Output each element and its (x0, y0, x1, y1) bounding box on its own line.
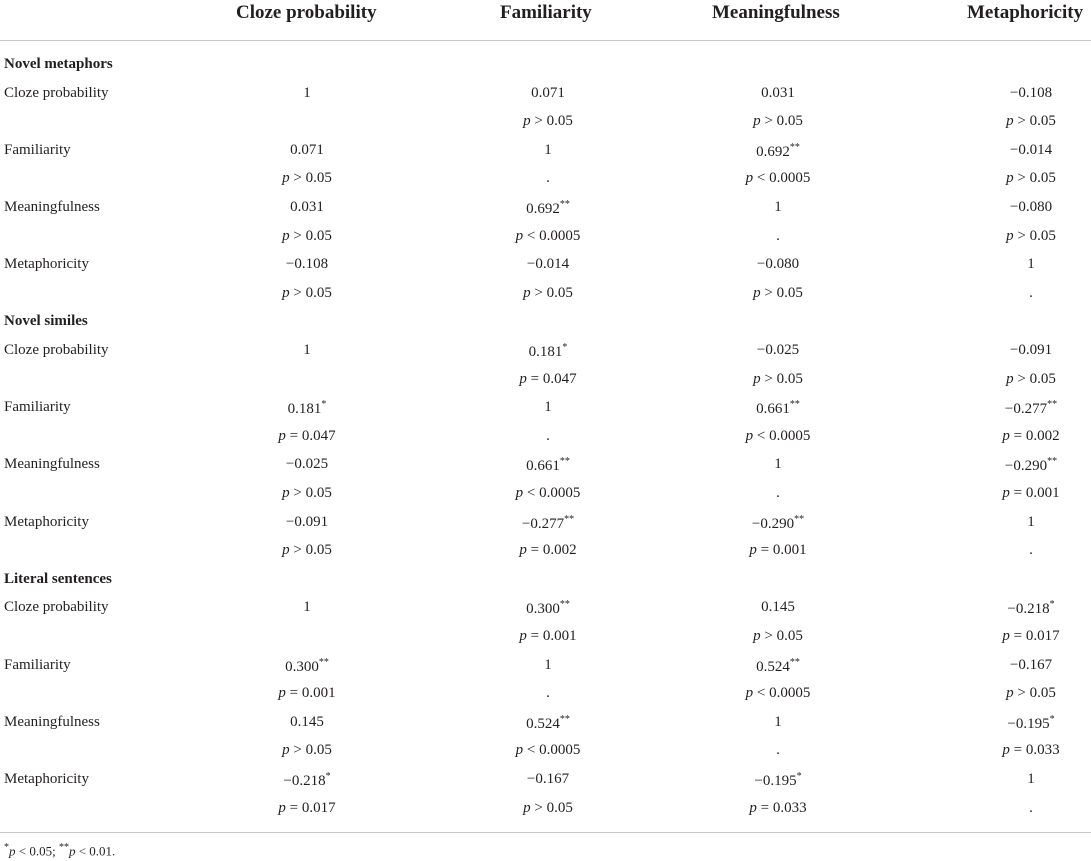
table-cell: p = 0.001 (749, 542, 807, 559)
row-label: Cloze probability (4, 342, 109, 358)
table-cell: . (1029, 284, 1033, 301)
table-cell: −0.195* (1007, 713, 1055, 732)
row-label: Familiarity (4, 399, 71, 416)
table-cell: p > 0.05 (1006, 685, 1056, 702)
p-value-row (0, 424, 1091, 452)
table-cell: −0.025 (756, 342, 800, 358)
table-cell: 0.692** (526, 199, 570, 217)
p-value-row (0, 538, 1091, 566)
table-cell: 1 (303, 599, 311, 616)
header-cloze-probability: Cloze probability (236, 2, 377, 23)
table-cell: p = 0.001 (519, 628, 577, 644)
table-cell: −0.277** (521, 513, 575, 532)
table-cell: p = 0.002 (1002, 427, 1060, 444)
table-cell: 1 (303, 84, 311, 101)
table-cell: p = 0.047 (519, 370, 577, 387)
table-cell: p > 0.05 (753, 628, 803, 644)
table-cell: p = 0.033 (1002, 742, 1060, 759)
table-cell: p > 0.05 (1006, 227, 1056, 244)
table-cell: p < 0.0005 (515, 227, 581, 244)
table-cell: −0.218* (283, 771, 331, 789)
table-row (0, 195, 1091, 223)
table-cell: 0.661** (756, 399, 800, 418)
table-cell: −0.195* (754, 771, 802, 789)
header-metaphoricity: Metaphoricity (967, 2, 1084, 23)
table-cell: p > 0.05 (282, 284, 332, 301)
table-cell: −0.080 (756, 256, 800, 273)
row-label: Cloze probability (4, 599, 109, 616)
table-cell: p > 0.05 (282, 742, 332, 759)
table-cell: p = 0.002 (519, 542, 577, 559)
table-cell: p > 0.05 (523, 113, 573, 130)
table-cell: 0.692** (756, 141, 800, 160)
table-cell: −0.290** (751, 513, 805, 532)
table-cell: . (546, 427, 550, 444)
table-cell: p = 0.017 (278, 799, 336, 816)
table-cell: −0.091 (1009, 342, 1053, 358)
p-value-row (0, 481, 1091, 509)
table-cell: . (1029, 799, 1033, 816)
table-row (0, 81, 1091, 109)
table-cell: . (776, 485, 780, 501)
p-value-row (0, 738, 1091, 766)
table-cell: −0.167 (526, 771, 570, 787)
table-cell: −0.014 (1009, 141, 1053, 158)
table-row (0, 595, 1091, 623)
p-value-row (0, 624, 1091, 652)
table-cell: p > 0.05 (282, 542, 332, 559)
table-header-row (0, 0, 1091, 41)
table-cell: p > 0.05 (1006, 170, 1056, 187)
p-value-row (0, 681, 1091, 709)
table-cell: −0.277** (1004, 399, 1058, 418)
table-cell: 0.181* (528, 342, 568, 360)
table-cell: 1 (774, 713, 782, 730)
table-cell: . (1029, 542, 1033, 559)
header-meaningfulness: Meaningfulness (712, 2, 840, 23)
table-row (0, 252, 1091, 280)
table-cell: p = 0.017 (1002, 628, 1060, 644)
row-label: Familiarity (4, 656, 71, 673)
table-cell: 0.071 (290, 141, 324, 158)
table-bottom-rule (0, 832, 1091, 833)
table-cell: 0.145 (290, 713, 324, 730)
table-cell: p > 0.05 (282, 485, 332, 501)
table-cell: . (546, 685, 550, 702)
table-cell: 0.145 (761, 599, 795, 616)
table-cell: −0.014 (526, 256, 570, 273)
table-row (0, 138, 1091, 166)
table-cell: p < 0.0005 (745, 170, 811, 187)
table-cell: −0.080 (1009, 199, 1053, 215)
table-cell: p < 0.0005 (745, 685, 811, 702)
section-title: Novel metaphors (4, 56, 113, 72)
p-value-row (0, 367, 1091, 395)
table-row (0, 653, 1091, 681)
table-cell: 0.181* (287, 399, 327, 418)
table-row (0, 395, 1091, 423)
section-title: Literal sentences (4, 570, 112, 587)
table-cell: p = 0.033 (749, 799, 807, 816)
table-cell: p > 0.05 (523, 799, 573, 816)
table-cell: p = 0.001 (278, 685, 336, 702)
table-cell: p = 0.001 (1002, 485, 1060, 501)
table-cell: . (776, 742, 780, 759)
table-cell: −0.218* (1007, 599, 1055, 618)
table-cell: 0.524** (526, 713, 570, 732)
row-label: Metaphoricity (4, 256, 89, 273)
table-row (0, 710, 1091, 738)
table-row (0, 767, 1091, 795)
table-cell: p > 0.05 (753, 113, 803, 130)
table-cell: p < 0.0005 (515, 485, 581, 501)
table-cell: −0.290** (1004, 456, 1058, 475)
table-cell: 0.031 (761, 84, 795, 101)
table-cell: 0.071 (531, 84, 565, 101)
table-cell: 1 (544, 141, 552, 158)
table-cell: −0.167 (1009, 656, 1053, 673)
table-cell: 0.661** (526, 456, 570, 475)
table-cell: 1 (774, 199, 782, 215)
table-row (0, 510, 1091, 538)
table-cell: p > 0.05 (282, 170, 332, 187)
table-footnote: *p < 0.05; **p < 0.01. (4, 842, 116, 859)
table-cell: 0.031 (290, 199, 324, 215)
table-cell: −0.108 (285, 256, 329, 273)
header-familiarity: Familiarity (500, 2, 592, 23)
table-cell: −0.108 (1009, 84, 1053, 101)
section-heading-row (0, 52, 1091, 80)
table-cell: 1 (774, 456, 782, 473)
p-value-row (0, 109, 1091, 137)
table-cell: . (776, 227, 780, 244)
row-label: Meaningfulness (4, 199, 100, 215)
row-label: Metaphoricity (4, 513, 89, 530)
p-value-row (0, 224, 1091, 252)
table-cell: p > 0.05 (1006, 370, 1056, 387)
table-cell: −0.025 (285, 456, 329, 473)
table-cell: 1 (1027, 513, 1035, 530)
table-cell: 1 (1027, 771, 1035, 787)
table-cell: 1 (1027, 256, 1035, 273)
row-label: Meaningfulness (4, 713, 100, 730)
table-cell: 1 (544, 656, 552, 673)
table-cell: p > 0.05 (523, 284, 573, 301)
table-cell: p > 0.05 (282, 227, 332, 244)
p-value-row (0, 796, 1091, 824)
table-cell: p > 0.05 (1006, 113, 1056, 130)
section-heading-row (0, 567, 1091, 595)
table-cell: p > 0.05 (753, 370, 803, 387)
p-value-row (0, 166, 1091, 194)
table-cell: . (546, 170, 550, 187)
table-cell: p < 0.0005 (515, 742, 581, 759)
row-label: Cloze probability (4, 84, 109, 101)
table-cell: p < 0.0005 (745, 427, 811, 444)
table-cell: 0.300** (526, 599, 570, 618)
section-title: Novel similes (4, 313, 88, 330)
table-cell: 0.524** (756, 656, 800, 675)
table-cell: p = 0.047 (278, 427, 336, 444)
table-cell: 0.300** (285, 656, 329, 675)
p-value-row (0, 281, 1091, 309)
row-label: Familiarity (4, 141, 71, 158)
table-cell: 1 (303, 342, 311, 358)
table-cell: 1 (544, 399, 552, 416)
section-heading-row (0, 309, 1091, 337)
table-row (0, 452, 1091, 480)
row-label: Meaningfulness (4, 456, 100, 473)
table-row (0, 338, 1091, 366)
table-cell: p > 0.05 (753, 284, 803, 301)
table-cell: −0.091 (285, 513, 329, 530)
row-label: Metaphoricity (4, 771, 89, 787)
